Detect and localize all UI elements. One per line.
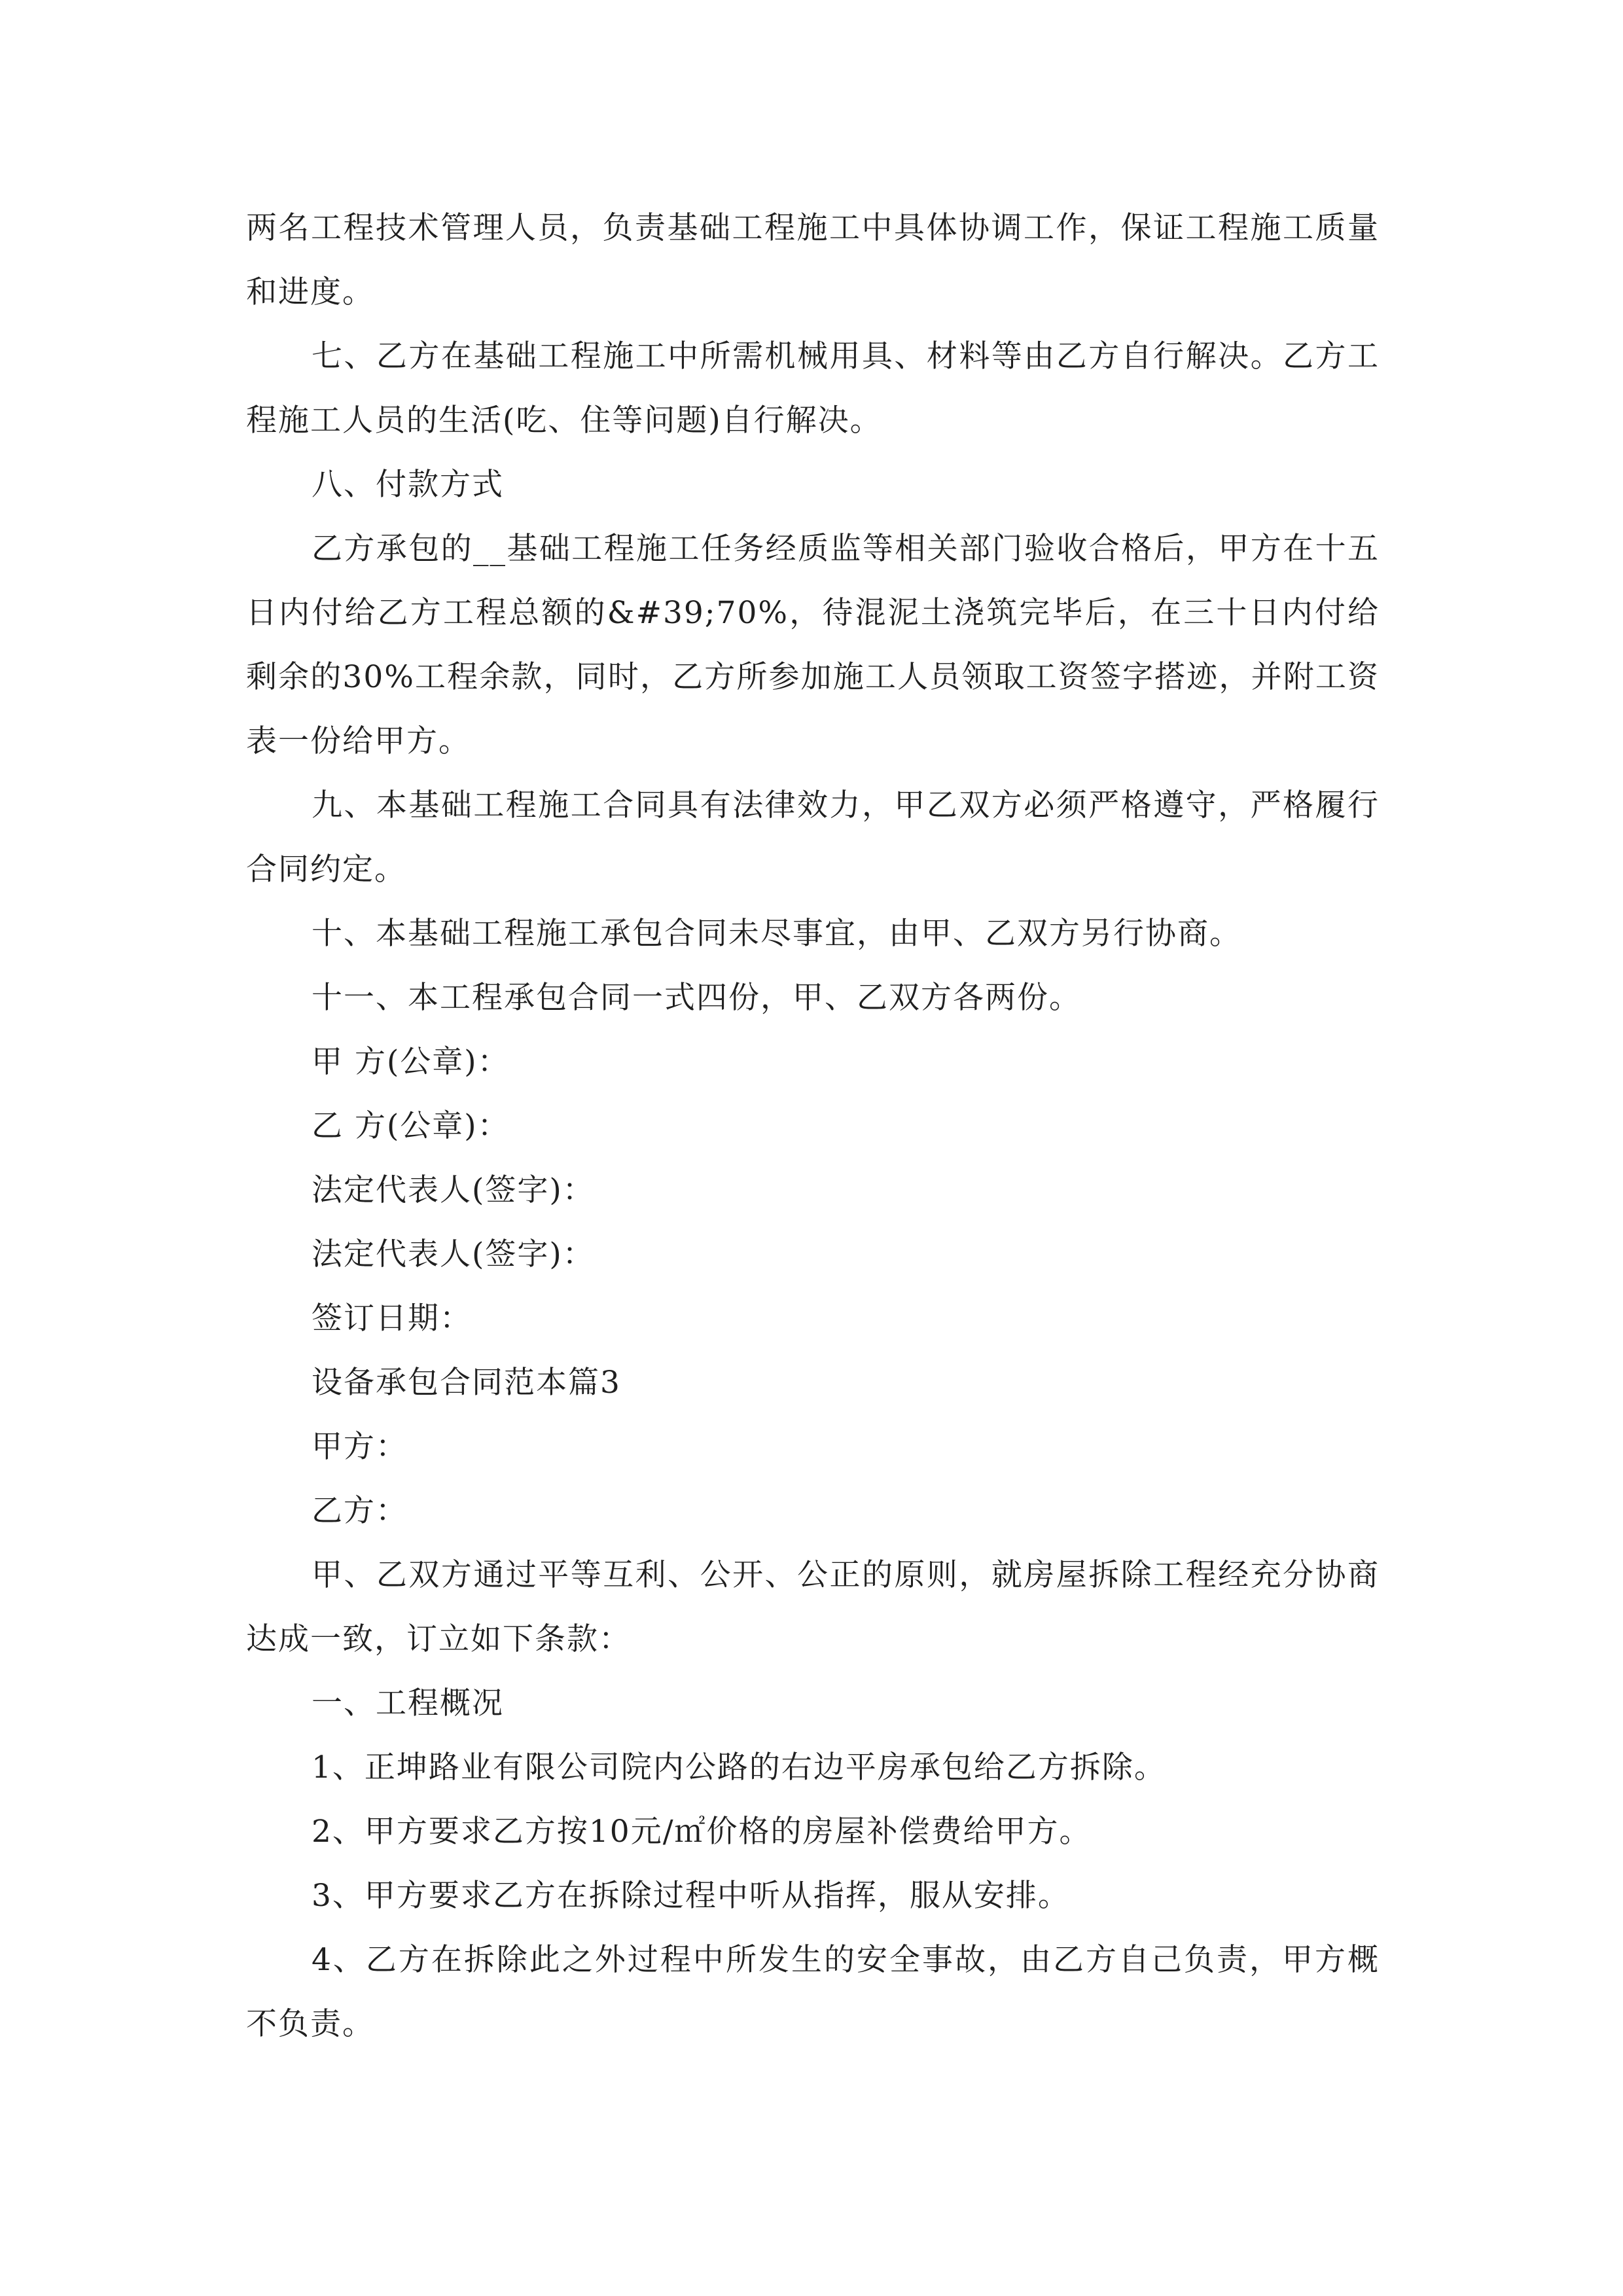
paragraph-clause-9: 九、本基础工程施工合同具有法律效力，甲乙双方必须严格遵守，严格履行合同约定。 <box>246 787 1380 888</box>
party-a-label: 甲方： <box>312 1429 408 1465</box>
heading-payment-method: 八、付款方式 <box>312 467 504 503</box>
list-item-3: 3、甲方要求乙方在拆除过程中听从指挥，服从安排。 <box>312 1878 1070 1914</box>
list-item-4: 4、乙方在拆除此之外过程中所发生的安全事故，由乙方自己负责，甲方概不负责。 <box>246 1942 1380 2042</box>
signature-party-b-seal: 乙 方(公章)： <box>312 1108 510 1144</box>
paragraph-payment-terms: 乙方承包的__基础工程施工任务经质监等相关部门验收合格后，甲方在十五日内付给乙方工程总额的&#39;70%，待混泥土浇筑完毕后，在三十日内付给剩余的30%工程余款，同时，乙方所参加施工人员领取工资签字搭迹，并附工资表一份给甲方。 <box>246 531 1380 759</box>
heading-project-overview: 一、工程概况 <box>312 1685 504 1721</box>
signature-date: 签订日期： <box>312 1300 472 1336</box>
paragraph-clause-11: 十一、本工程承包合同一式四份，甲、乙双方各两份。 <box>312 980 1081 1016</box>
paragraph-continuation: 两名工程技术管理人员，负责基础工程施工中具体协调工作，保证工程施工质量和进度。 <box>246 210 1380 310</box>
signature-legal-rep-2: 法定代表人(签字)： <box>312 1236 595 1272</box>
list-item-2: 2、甲方要求乙方按10元/㎡价格的房屋补偿费给甲方。 <box>312 1814 1092 1850</box>
section-title: 设备承包合同范本篇3 <box>312 1365 621 1401</box>
list-item-1: 1、正坤路业有限公司院内公路的右边平房承包给乙方拆除。 <box>312 1749 1166 1785</box>
paragraph-clause-10: 十、本基础工程施工承包合同未尽事宜，由甲、乙双方另行协商。 <box>312 916 1241 952</box>
paragraph-preamble: 甲、乙双方通过平等互利、公开、公正的原则，就房屋拆除工程经充分协商达成一致，订立如下条款： <box>246 1557 1380 1657</box>
signature-party-a-seal: 甲 方(公章)： <box>312 1044 510 1080</box>
party-b-label: 乙方： <box>312 1493 408 1529</box>
document-body <box>246 196 1380 2056</box>
signature-legal-rep-1: 法定代表人(签字)： <box>312 1172 595 1208</box>
paragraph-clause-7: 七、乙方在基础工程施工中所需机械用具、材料等由乙方自行解决。乙方工程施工人员的生活(吃、住等问题)自行解决。 <box>246 338 1380 439</box>
